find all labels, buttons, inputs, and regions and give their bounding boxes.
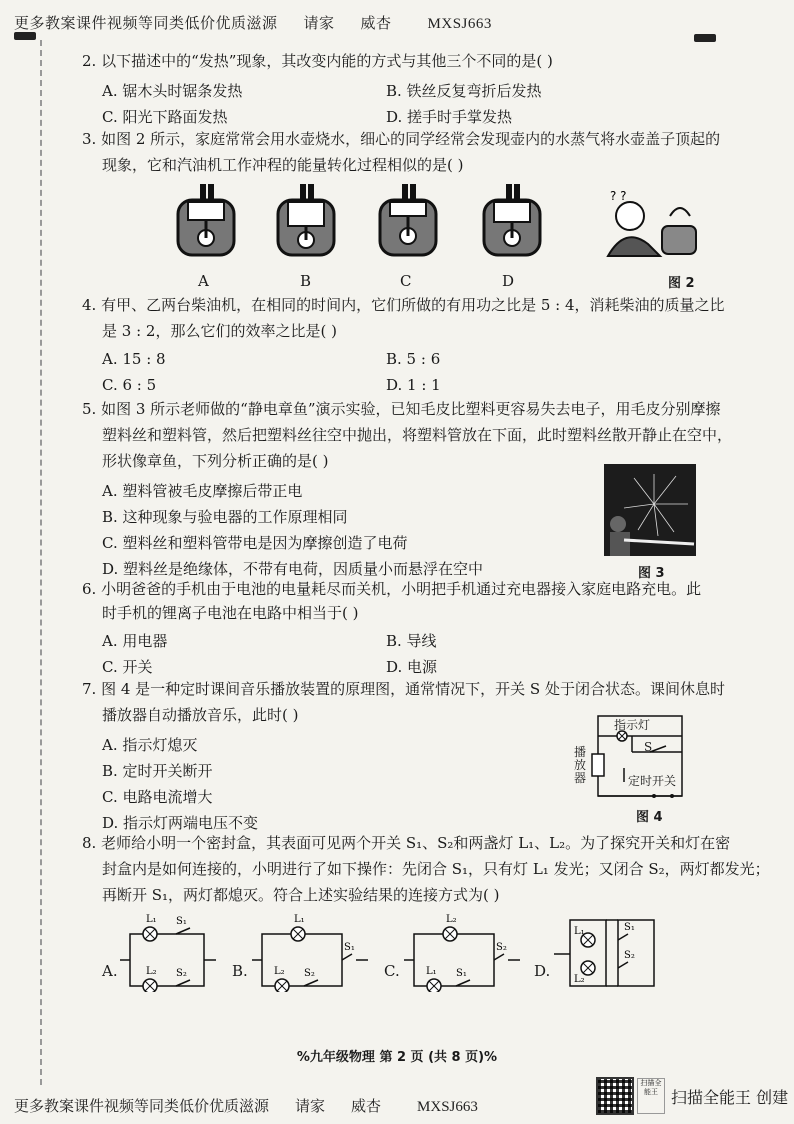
svg-text:L₂: L₂	[146, 966, 157, 977]
q3-line1: 3. 如图 2 所示，家庭常常会用水壶烧水，细心的同学经常会发现壶内的水蒸气将水壶盖子顶起的	[82, 130, 721, 148]
q3-label-d: D	[502, 272, 515, 290]
engine-a-diagram	[178, 184, 234, 255]
q2-option-c: C. 阳光下路面发热	[102, 108, 228, 126]
ad-contact: 请家	[303, 14, 335, 32]
engine-strokes-figure	[170, 180, 570, 260]
q7-option-c: C. 电路电流增大	[102, 788, 213, 806]
figure-3-caption: 图 3	[638, 566, 665, 581]
binding-line	[40, 40, 43, 1085]
q5-line2: 塑料丝和塑料管，然后把塑料丝往空中抛出，将塑料管放在下面，此时塑料丝散开静止在空中，	[102, 426, 733, 444]
q4-option-c: C. 6 : 5	[102, 376, 157, 394]
circuit-a-diagram	[120, 910, 220, 992]
q2-stem: 2. 以下描述中的“发热”现象，其改变内能的方式与其他三个不同的是( )	[82, 52, 553, 70]
fig4-lamp-label: 指示灯	[614, 718, 651, 732]
q6-option-c: C. 开关	[102, 658, 153, 676]
bottom-ad-banner	[14, 1095, 478, 1116]
scanner-watermark	[596, 1077, 788, 1115]
svg-text:L₁: L₁	[574, 926, 585, 937]
circuit-d-diagram	[554, 910, 664, 992]
top-ad-banner	[14, 12, 492, 33]
qr-code-icon	[596, 1077, 634, 1115]
page-number: %九年级物理 第 2 页 (共 8 页)%	[296, 1050, 498, 1065]
ad-contact-bottom: 请家	[295, 1097, 326, 1115]
ad-text: 更多教案课件视频等同类低价优质滋源	[14, 14, 278, 32]
svg-text:L₁: L₁	[294, 914, 305, 925]
q4-option-a: A. 15 : 8	[102, 350, 166, 368]
registration-mark-left	[14, 32, 36, 40]
q3-label-a: A	[198, 272, 209, 290]
q2-option-a: A. 锯木头时锯条发热	[102, 82, 243, 100]
ad-code-bottom: MXSJ663	[417, 1099, 478, 1115]
q5-line1: 5. 如图 3 所示老师做的“静电章鱼”演示实验，已知毛皮比塑料更容易失去电子，用毛皮分别摩擦	[82, 400, 721, 418]
q4-option-d: D. 1 : 1	[386, 376, 441, 394]
svg-text:S₂: S₂	[496, 942, 507, 953]
svg-text:S₂: S₂	[624, 950, 635, 961]
q8-line3: 再断开 S₁，两灯都熄灭。符合上述实验结果的连接方式为( )	[102, 886, 500, 904]
svg-text:S₂: S₂	[304, 968, 315, 979]
q7-line2: 播放器自动播放音乐，此时( )	[102, 706, 299, 724]
q3-label-c: C	[400, 272, 412, 290]
q6-option-d: D. 电源	[386, 658, 438, 676]
q5-option-a: A. 塑料管被毛皮摩擦后带正电	[102, 482, 303, 500]
q7-option-d: D. 指示灯两端电压不变	[102, 814, 259, 832]
q6-line1: 6. 小明爸爸的手机由于电池的电量耗尽而关机，小明把手机通过充电器接入家庭电路充电。此	[82, 580, 702, 598]
svg-text:S₁: S₁	[624, 922, 635, 933]
q5-option-b: B. 这种现象与验电器的工作原理相同	[102, 508, 348, 526]
q8-option-a: A.	[102, 962, 118, 980]
q7-line1: 7. 图 4 是一种定时课间音乐播放装置的原理图，通常情况下，开关 S 处于闭合状态。课间休息时	[82, 680, 725, 698]
svg-text:S₁: S₁	[344, 942, 355, 953]
q6-option-b: B. 导线	[386, 632, 437, 650]
fig4-player-label: 播放器	[574, 745, 587, 785]
svg-text:L₂: L₂	[446, 914, 457, 925]
kettle-cartoon	[600, 186, 710, 258]
ad-name-bottom: 威杏	[351, 1097, 382, 1115]
scanner-app-badge: 扫描全能王	[637, 1078, 665, 1114]
q8-option-b: B.	[232, 962, 248, 980]
svg-text:L₁: L₁	[146, 914, 157, 925]
static-octopus-photo	[604, 464, 696, 556]
svg-text:L₂: L₂	[574, 974, 585, 985]
figure-4-caption: 图 4	[636, 810, 663, 825]
fig4-timer-label: 定时开关	[628, 774, 677, 788]
engine-c-diagram	[380, 184, 436, 255]
q8-line2: 封盒内是如何连接的，小明进行了如下操作：先闭合 S₁，只有灯 L₁ 发光；又闭合 S₂，两灯都发光；	[102, 860, 770, 878]
fig4-switch-label: S	[644, 740, 653, 754]
svg-text:S₂: S₂	[176, 968, 187, 979]
q2-option-b: B. 铁丝反复弯折后发热	[386, 82, 542, 100]
q2-option-d: D. 搓手时手掌发热	[386, 108, 513, 126]
svg-text:S₁: S₁	[176, 916, 187, 927]
ad-code: MXSJ663	[427, 16, 492, 32]
q6-option-a: A. 用电器	[102, 632, 168, 650]
registration-mark-right	[694, 34, 716, 42]
engine-b-diagram	[278, 184, 334, 255]
q5-option-d: D. 塑料丝是绝缘体，不带有电荷，因质量小而悬浮在空中	[102, 560, 484, 578]
engine-d-diagram	[484, 184, 540, 255]
q4-line1: 4. 有甲、乙两台柴油机，在相同的时间内，它们所做的有用功之比是 5 : 4，消耗柴油的质量之比	[82, 296, 725, 314]
scanner-credit: 扫描全能王 创建	[671, 1087, 789, 1107]
figure-2-caption: 图 2	[668, 276, 695, 291]
q5-option-c: C. 塑料丝和塑料管带电是因为摩擦创造了电荷	[102, 534, 408, 552]
q4-option-b: B. 5 : 6	[386, 350, 441, 368]
q4-line2: 是 3 : 2，那么它们的效率之比是( )	[102, 322, 337, 340]
q3-line2: 现象，它和汽油机工作冲程的能量转化过程相似的是( )	[102, 156, 464, 174]
q8-line1: 8. 老师给小明一个密封盒，其表面可见两个开关 S₁、S₂和两盏灯 L₁、L₂。为了探究开关和灯在密	[82, 834, 731, 852]
svg-text:S₁: S₁	[456, 968, 467, 979]
q8-option-c: C.	[384, 962, 400, 980]
ad-text-bottom: 更多教案课件视频等同类低价优质滋源	[14, 1097, 270, 1115]
svg-text:? ?: ? ?	[610, 189, 627, 203]
circuit-b-diagram	[252, 910, 372, 992]
q8-option-d: D.	[534, 962, 551, 980]
svg-text:L₂: L₂	[274, 966, 285, 977]
ad-name: 威杏	[360, 14, 392, 32]
q5-line3: 形状像章鱼，下列分析正确的是( )	[102, 452, 329, 470]
svg-text:L₁: L₁	[426, 966, 437, 977]
q3-label-b: B	[300, 272, 312, 290]
q7-option-a: A. 指示灯熄灭	[102, 736, 198, 754]
q7-option-b: B. 定时开关断开	[102, 762, 213, 780]
circuit-c-diagram	[404, 910, 524, 992]
q6-line2: 时手机的锂离子电池在电路中相当于( )	[102, 604, 359, 622]
